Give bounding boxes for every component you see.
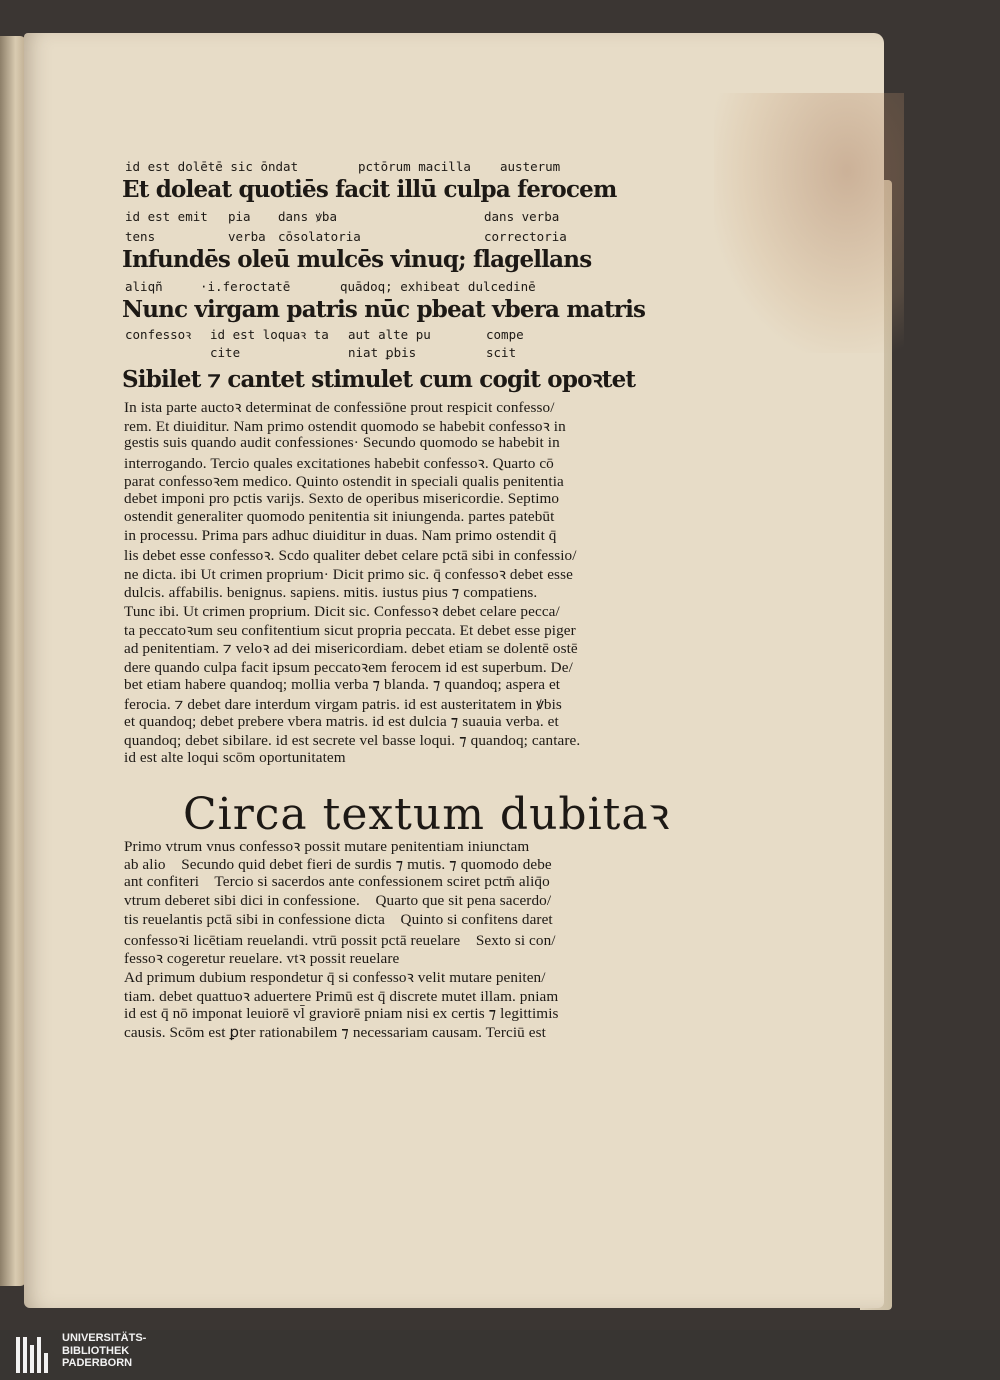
commentary-line: ostendit generaliter quomodo penitentia sit iniungenda. partes patebūt [124,508,555,526]
gloss-text: confessoꝛ [125,327,192,342]
gloss-text: austerum [500,159,561,174]
gloss-text: cōsolatoria [278,229,361,244]
gloss-text: cite [210,345,241,360]
gloss-text: dans verba [484,209,560,224]
commentary-line: parat confessoꝛem medico. Quinto ostendit in speciali qualis penitentia [124,473,564,491]
library-footer [0,1330,1000,1380]
question-line: tis reuelantis pctā sibi in confessione dicta Quinto si confitens daret [124,910,553,928]
commentary-line: id est alte loqui scōm oportunitatem [124,749,346,767]
gloss-text: ·i.feroctatē [200,279,291,294]
left-page-edge [0,36,26,1286]
verse-line: Nunc virgam patris nūc pbeat vbera matris [122,296,646,323]
library-name-line: UNIVERSITÄTS- [62,1332,147,1344]
gloss-text: pctōrum macilla [358,159,471,174]
water-stain [714,93,904,353]
verse-line: Sibilet ⁊ cantet stimulet cum cogit opoꝛtet [122,366,636,393]
question-line: Ad primum dubium respondetur q̄ si confessoꝛ velit mutare peniten/ [124,968,546,986]
question-line: vtrum deberet sibi dici in confessione. Quarto que sit pena sacerdo/ [124,892,552,910]
question-line: fessoꝛ cogeretur reuelare. vtꝛ possit reuelare [124,950,400,968]
gloss-text: correctoria [484,229,567,244]
commentary-line: debet imponi pro pctis varijs. Sexto de operibus misericordie. Septimo [124,489,560,507]
commentary-line: ne dicta. ibi Ut crimen proprium· Dicit primo sic. q̄ confessoꝛ debet esse [124,565,573,583]
gloss-text: compe [486,327,524,342]
gloss-text: pia [228,209,251,224]
commentary-line: ta peccatoꝛum seu confitentium sicut propria peccata. Et debet esse piger [124,621,576,639]
question-line: confessoꝛi licētiam reuelandi. vtrū possit pctā reuelare Sexto si con/ [124,931,556,949]
commentary-line: gestis suis quando audit confessiones· Secundo quomodo se habebit in [124,434,560,452]
gloss-text: scit [486,345,517,360]
commentary-line: dere quando culpa facit ipsum peccatoꝛem ferocem id est superbum. De/ [124,658,573,676]
gloss-text: quādoq; exhibeat dulcedinē [340,279,536,294]
gloss-text: aut alte pu [348,327,431,342]
library-name-line: BIBLIOTHEK [62,1344,130,1357]
gloss-text: verba [228,229,266,244]
gloss-text: niat ꝑbis [348,345,417,360]
commentary-line: interrogando. Tercio quales excitationes habebit confessoꝛ. Quarto cō [124,454,554,472]
commentary-line: In ista parte auctoꝛ determinat de confessiōne prout respicit confesso/ [124,399,555,416]
gloss-text: dans ꝟba [278,209,337,224]
commentary-line: rem. Et diuiditur. Nam primo ostendit quomodo se habebit confessoꝛ in [124,417,566,435]
verse-line: Infundēs oleū mulcēs vinuq; flagellans [122,246,592,273]
library-logo-icon [14,1335,54,1375]
question-line: ant confiteri Tercio si sacerdos ante confessionem sciret pctm̄ aliq̄o [124,873,550,891]
commentary-line: ferocia. ⁊ debet dare interdum virgam patris. id est austeritatem in ꝟbis [124,695,562,713]
question-line: causis. Scōm est ꝑter rationabilem ⁊ necessariam causam. Terciū est [124,1024,546,1041]
question-line: tiam. debet quattuoꝛ aduertere Primū est q̄ discrete mutet illam. pniam [124,987,559,1005]
gloss-text: aliqñ [125,279,163,294]
gloss-text: id est loquaꝛ ta [210,327,329,342]
commentary-line: lis debet esse confessoꝛ. Scdo qualiter debet celare pctā sibi in confessio/ [124,547,577,565]
commentary-line: dulcis. affabilis. benignus. sapiens. mitis. iustus pius ⁊ compatiens. [124,583,538,601]
library-name [62,1332,146,1370]
gloss-text: id est dolētē sic ōndat [125,159,299,174]
question-line: ab alio Secundo quid debet fieri de surdis ⁊ mutis. ⁊ quomodo debe [124,855,552,873]
library-name-line: PADERBORN [62,1357,133,1369]
commentary-line: quandoq; debet sibilare. id est secrete vel basse loqui. ⁊ quandoq; cantare. [124,731,581,749]
commentary-line: Tunc ibi. Ut crimen proprium. Dicit sic. Confessoꝛ debet celare pecca/ [124,603,560,621]
commentary-line: ad penitentiam. ⁊ veloꝛ ad dei misericordiam. debet etiam se dolentē ostē [124,640,578,658]
question-line: Primo vtrum vnus confessoꝛ possit mutare penitentiam iniunctam [124,838,530,855]
commentary-line: bet etiam habere quandoq; mollia verba ⁊ blanda. ⁊ quandoq; aspera et [124,676,561,694]
question-line: id est q̄ nō imponat leuiorē vl̄ graviorē pniam nisi ex certis ⁊ legittimis [124,1005,559,1023]
commentary-line: in processu. Prima pars adhuc diuiditur in duas. Nam primo ostendit q̄ [124,526,557,544]
section-heading: Circa textum dubitaꝛ [183,789,671,840]
gloss-text: id est emit [125,209,208,224]
gloss-text: tens [125,229,156,244]
verse-line: Et doleat quotiēs facit illū culpa ferocem [122,176,617,203]
commentary-line: et quandoq; debet prebere vbera matris. id est dulcia ⁊ suauia verba. et [124,713,559,731]
